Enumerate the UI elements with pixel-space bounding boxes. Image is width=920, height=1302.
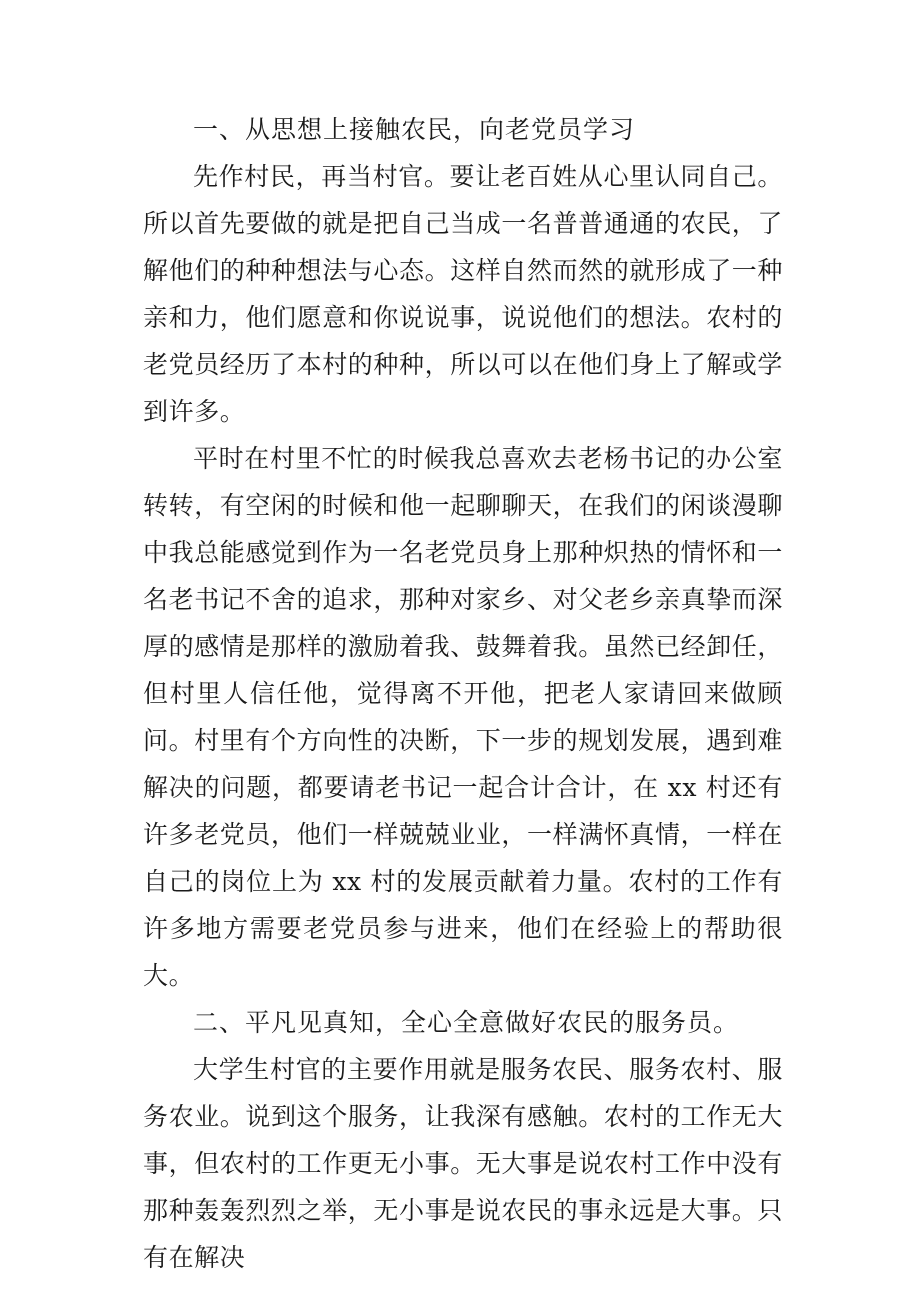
paragraph-1: 先作村民，再当村官。要让老百姓从心里认同自己。所以首先要做的就是把自己当成一名普普通通的农民，了解他们的种种想法与心态。这样自然而然的就形成了一种亲和力，他们愿意和你说说事，说说他们的想法。农村的老党员经历了本村的种种，所以可以在他们身上了解或学到许多。: [143, 162, 784, 426]
document-body: [143, 106, 783, 1281]
paragraph-2: 平时在村里不忙的时候我总喜欢去老杨书记的办公室转转，有空闲的时候和他一起聊聊天，在我们的闲谈漫聊中我总能感觉到作为一名老党员身上那种炽热的情怀和一名老书记不舍的追求，那种对家乡、对父老乡亲真挚而深厚的感情是那样的激励着我、鼓舞着我。虽然已经卸任，但村里人信任他，觉得离不开他，把老人家请回来做顾问。村里有个方向性的决断，下一步的规划发展，遇到难解决的问题，都要请老书记一起合计合计，在 xx 村还有许多老党员，他们一样兢兢业业，一样满怀真情，一样在自己的岗位上为 xx 村的发展贡献着力量。农村的工作有许多地方需要老党员参与进来，他们在经验上的帮助很大。: [143, 444, 784, 990]
paragraph-3: 大学生村官的主要作用就是服务农民、服务农村、服务农业。说到这个服务，让我深有感触。农村的工作无大事，但农村的工作更无小事。无大事是说农村工作中没有那种轰轰烈烈之举，无小事是说农民的事永远是大事。只有在解决: [143, 1055, 784, 1272]
section-heading-2: 二、平凡见真知，全心全意做好农民的服务员。: [193, 1008, 740, 1037]
section-heading-1: 一、从思想上接触农民，向老党员学习: [193, 115, 636, 144]
